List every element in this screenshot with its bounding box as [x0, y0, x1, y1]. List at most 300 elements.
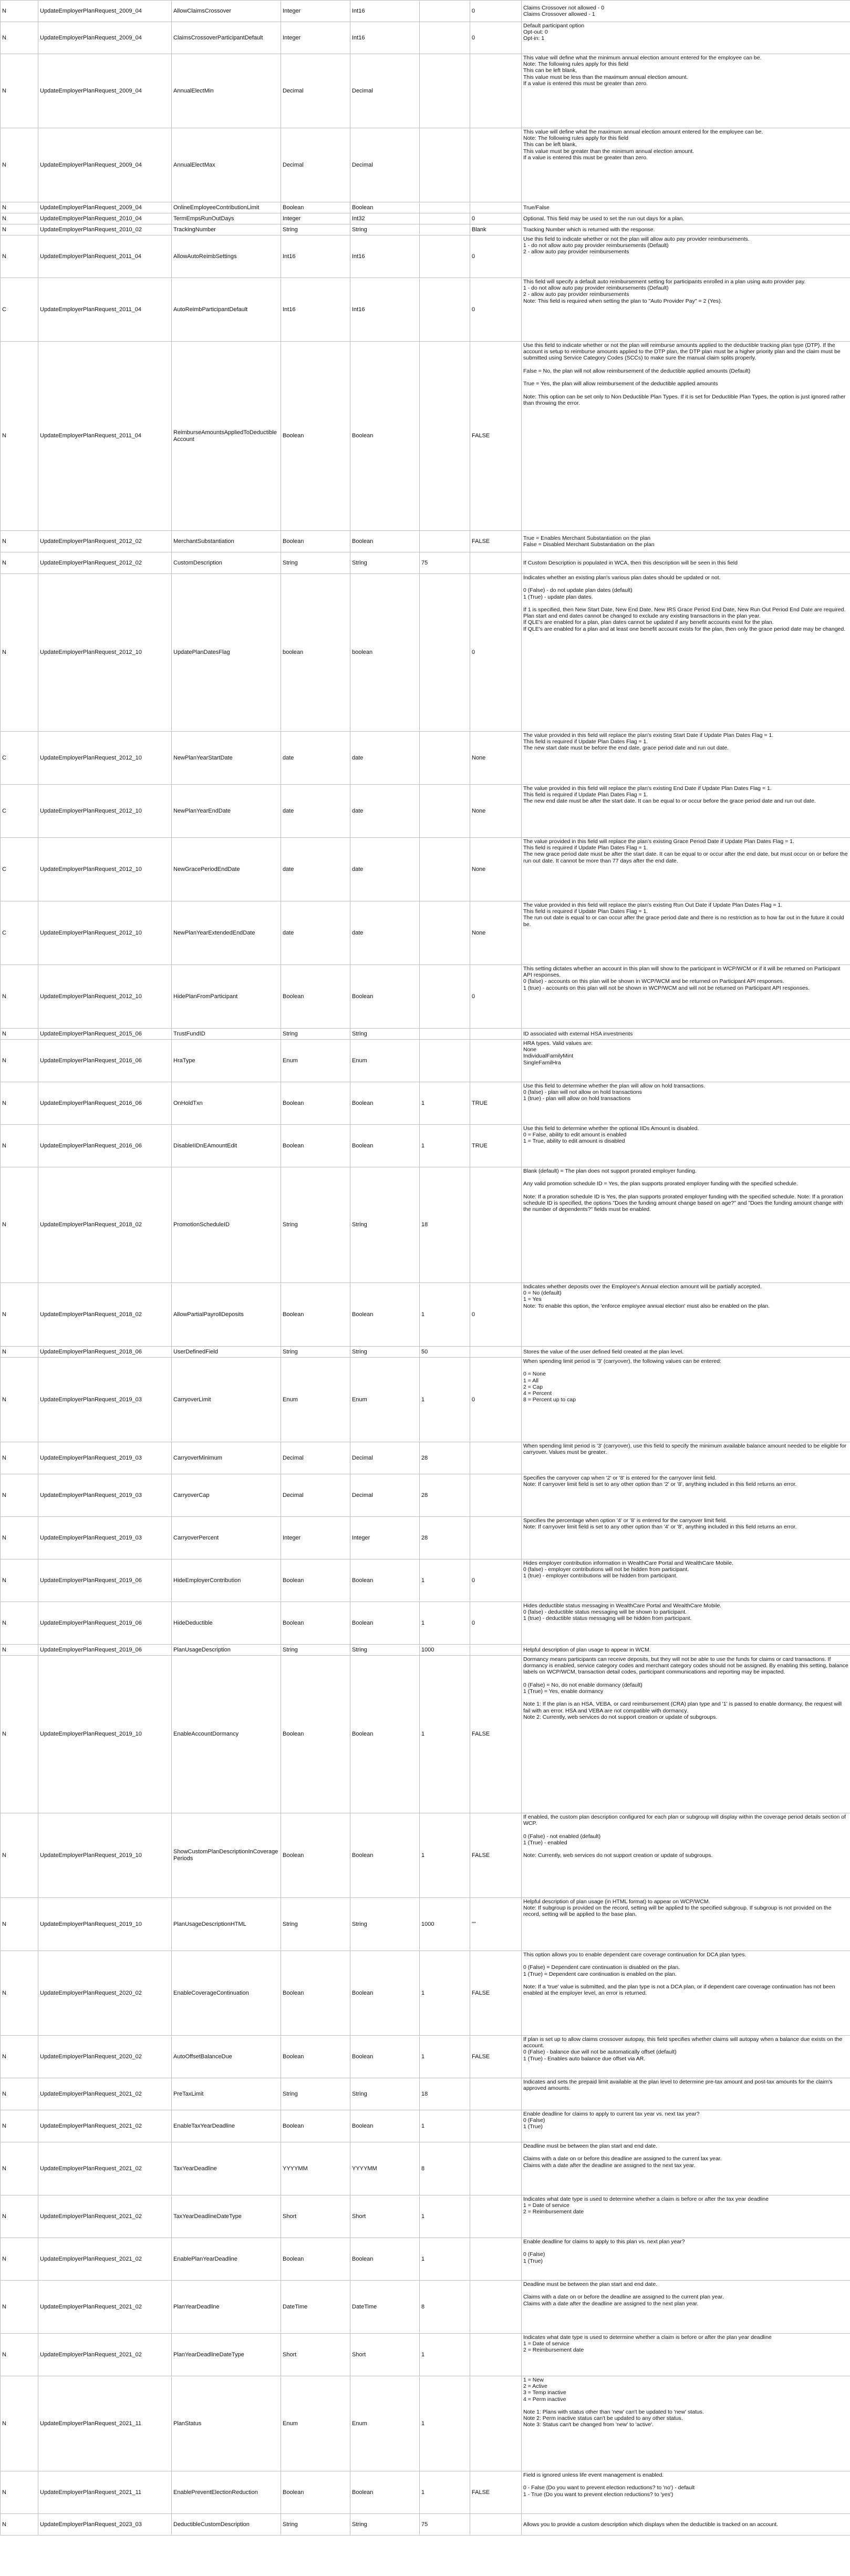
length-cell	[420, 278, 470, 342]
default-cell	[470, 2514, 522, 2536]
field-name-cell: TrustFundID	[172, 1029, 281, 1040]
default-cell: None	[470, 785, 522, 838]
default-cell	[470, 2238, 522, 2281]
table-row	[1, 2036, 850, 2078]
default-cell	[470, 2110, 522, 2142]
field-name-cell: PlanStatus	[172, 2376, 281, 2471]
length-cell: 1	[420, 2195, 470, 2238]
length-cell: 1	[420, 2238, 470, 2281]
default-cell: None	[470, 901, 522, 965]
version-cell: UpdateEmployerPlanRequest_2019_10	[38, 1898, 172, 1951]
default-cell: 0	[470, 1559, 522, 1602]
default-cell: 0	[470, 22, 522, 54]
table-row	[1, 2471, 850, 2514]
length-cell: 1	[420, 1813, 470, 1898]
required-cell: N	[1, 2281, 38, 2334]
table-row	[1, 552, 850, 574]
field-name-cell: TermEmpsRunOutDays	[172, 213, 281, 224]
length-cell: 1	[420, 1602, 470, 1645]
field-name-cell: HraType	[172, 1040, 281, 1082]
default-cell	[470, 552, 522, 574]
version-cell: UpdateEmployerPlanRequest_2019_06	[38, 1602, 172, 1645]
length-cell	[420, 901, 470, 965]
required-cell: N	[1, 224, 38, 235]
field-name-cell: TrackingNumber	[172, 224, 281, 235]
xml-type-cell: Boolean	[350, 1559, 420, 1602]
description-cell: HRA types. Valid values are: None IndividualFamilyMint SingleFamilHra	[522, 1040, 850, 1082]
xml-type-cell: String	[350, 552, 420, 574]
version-cell: UpdateEmployerPlanRequest_2011_04	[38, 278, 172, 342]
required-cell: N	[1, 1517, 38, 1559]
table-row	[1, 531, 850, 552]
length-cell	[420, 235, 470, 278]
field-name-cell: NewPlanYearExtendedEndDate	[172, 901, 281, 965]
field-name-cell: TaxYearDeadlineDateType	[172, 2195, 281, 2238]
required-cell: N	[1, 1347, 38, 1358]
description-cell: Specifies the carryover cap when '2' or '8' is entered for the carryover limit field. Note: If carryover limit field is set to any other option than '2' or '8', anything included in this field returns an error.	[522, 1474, 850, 1517]
description-cell: Hides deductible status messaging in WealthCare Portal and WealthCare Mobile. 0 (false) - deductible status messaging will be shown to participant. 1 (true) - deductible status messaging will be hidden from participant.	[522, 1602, 850, 1645]
default-cell	[470, 1517, 522, 1559]
length-cell: 1	[420, 1559, 470, 1602]
description-cell: Indicates whether an existing plan's various plan dates should be updated or not. 0 (False) - do not update plan dates (default) 1 (True) - update plan dates. If 1 is specified, then New Start Date, New End Date, New IRS Grace Period End Date, New Run Out Period End Date are required. Plan start and end dates cannot be changed to exclude any existing transactions in the plan year. If QLE's are enabled for a plan, plan dates cannot be updated if any benefit accounts exist for the plan. If QLE's are enabled for a plan and at least one benefit account exists for the plan, then only the grace period date may be changed.	[522, 574, 850, 732]
table-row	[1, 1951, 850, 2036]
description-cell: Indicates and sets the prepaid limit available at the plan level to determine pre-tax amount and post-tax amounts for the claim's approved amounts.	[522, 2078, 850, 2110]
required-cell: N	[1, 2376, 38, 2471]
version-cell: UpdateEmployerPlanRequest_2009_04	[38, 128, 172, 202]
version-cell: UpdateEmployerPlanRequest_2021_02	[38, 2238, 172, 2281]
description-cell: Enable deadline for claims to apply to this plan vs. next plan year? 0 (False) 1 (True)	[522, 2238, 850, 2281]
required-cell: N	[1, 1898, 38, 1951]
default-cell: TRUE	[470, 1125, 522, 1167]
field-name-cell: PreTaxLimit	[172, 2078, 281, 2110]
default-cell	[470, 202, 522, 213]
default-cell: 0	[470, 965, 522, 1029]
version-cell: UpdateEmployerPlanRequest_2011_04	[38, 342, 172, 531]
table-row	[1, 54, 850, 128]
table-row	[1, 1559, 850, 1602]
csharp-type-cell: Boolean	[281, 2036, 350, 2078]
required-cell: N	[1, 1082, 38, 1125]
length-cell	[420, 128, 470, 202]
xml-type-cell: date	[350, 838, 420, 901]
default-cell: FALSE	[470, 1656, 522, 1813]
csharp-type-cell: Boolean	[281, 202, 350, 213]
length-cell: 50	[420, 1347, 470, 1358]
length-cell	[420, 732, 470, 785]
default-cell: ""	[470, 1898, 522, 1951]
version-cell: UpdateEmployerPlanRequest_2019_03	[38, 1358, 172, 1442]
default-cell: FALSE	[470, 2036, 522, 2078]
required-cell: N	[1, 1559, 38, 1602]
version-cell: UpdateEmployerPlanRequest_2020_02	[38, 1951, 172, 2036]
length-cell: 28	[420, 1517, 470, 1559]
csharp-type-cell: boolean	[281, 574, 350, 732]
field-name-cell: CustomDescription	[172, 552, 281, 574]
field-name-cell: EnablePreventElectionReduction	[172, 2471, 281, 2514]
xml-type-cell: Short	[350, 2195, 420, 2238]
csharp-type-cell: date	[281, 901, 350, 965]
default-cell: 0	[470, 574, 522, 732]
csharp-type-cell: DateTime	[281, 2281, 350, 2334]
default-cell	[470, 2376, 522, 2471]
field-name-cell: HideEmployerContribution	[172, 1559, 281, 1602]
xml-type-cell: Boolean	[350, 1125, 420, 1167]
description-cell: Use this field to determine whether the optional IIDs Amount is disabled. 0 = False, ability to edit amount is enabled 1 = True, ability to edit amount is disabled	[522, 1125, 850, 1167]
table-row	[1, 1898, 850, 1951]
version-cell: UpdateEmployerPlanRequest_2021_02	[38, 2078, 172, 2110]
table-row	[1, 224, 850, 235]
table-row	[1, 2142, 850, 2195]
required-cell: N	[1, 2036, 38, 2078]
version-cell: UpdateEmployerPlanRequest_2012_02	[38, 531, 172, 552]
version-cell: UpdateEmployerPlanRequest_2019_10	[38, 1656, 172, 1813]
csharp-type-cell: Boolean	[281, 1951, 350, 2036]
description-cell: This value will define what the minimum annual election amount entered for the employee can be. Note: The following rules apply for this field This can be left blank, This value must be less than the maximum annual election amount. If a value is entered this must be greater than zero.	[522, 54, 850, 128]
required-cell: N	[1, 2110, 38, 2142]
description-cell: Claims Crossover not allowed - 0 Claims Crossover allowed - 1	[522, 1, 850, 22]
xml-type-cell: Int16	[350, 278, 420, 342]
required-cell: N	[1, 1167, 38, 1283]
default-cell	[470, 2334, 522, 2376]
description-cell: Helpful description of plan usage (in HTML format) to appear on WCP/WCM. Note: If subgroup is provided on the record, setting will be applied to the specified subgroup. If subgroup is not provided on the record, setting will be applied to the base plan.	[522, 1898, 850, 1951]
length-cell	[420, 965, 470, 1029]
field-name-cell: EnableTaxYearDeadline	[172, 2110, 281, 2142]
description-cell: The value provided in this field will replace the plan's existing Grace Period Date if Update Plan Dates Flag = 1. This field is required if Update Plan Dates Flag = 1. The new grace period date must be after the start date. It can be equal to or occur after the end date, but must occur on or before the run out date. It cannot be more than 77 days after the end date.	[522, 838, 850, 901]
field-name-cell: AllowAutoReimbSettings	[172, 235, 281, 278]
description-cell: Allows you to provide a custom description which displays when the deductible is tracked on an account.	[522, 2514, 850, 2536]
length-cell	[420, 838, 470, 901]
length-cell: 75	[420, 552, 470, 574]
field-name-cell: AllowClaimsCrossover	[172, 1, 281, 22]
csharp-type-cell: String	[281, 1029, 350, 1040]
csharp-type-cell: Boolean	[281, 1125, 350, 1167]
required-cell: N	[1, 2334, 38, 2376]
description-cell: This setting dictates whether an account in this plan will show to the participant in WCP/WCM or if it will be returned on Participant API responses. 0 (false) - accounts on this plan will be shown in WCP/WCM and be returned on Participant API responses. 1 (true) - accounts on this plan will not be shown in WCP/WCM and will not be returned on Participant API responses.	[522, 965, 850, 1029]
field-name-cell: UserDefinedField	[172, 1347, 281, 1358]
length-cell: 8	[420, 2281, 470, 2334]
description-cell: Stores the value of the user defined field created at the plan level.	[522, 1347, 850, 1358]
xml-type-cell: Boolean	[350, 531, 420, 552]
version-cell: UpdateEmployerPlanRequest_2021_11	[38, 2471, 172, 2514]
description-cell: Enable deadline for claims to apply to current tax year vs. next tax year? 0 (False) 1 (True)	[522, 2110, 850, 2142]
version-cell: UpdateEmployerPlanRequest_2019_06	[38, 1559, 172, 1602]
description-cell: The value provided in this field will replace the plan's existing Run Out Date if Update Plan Dates Flag = 1. This field is required if Update Plan Dates Flag = 1. The run out date is equal to or can occur after the grace period date and there is no restriction as to how far out in the future it could be.	[522, 901, 850, 965]
table-row	[1, 1442, 850, 1474]
default-cell	[470, 2195, 522, 2238]
description-cell: Field is ignored unless life event management is enabled. 0 - False (Do you want to prevent election reductions? to 'no') - default 1 - True (Do you want to prevent election reductions? to 'yes')	[522, 2471, 850, 2514]
version-cell: UpdateEmployerPlanRequest_2021_02	[38, 2195, 172, 2238]
table-row	[1, 574, 850, 732]
default-cell	[470, 1167, 522, 1283]
version-cell: UpdateEmployerPlanRequest_2010_02	[38, 224, 172, 235]
length-cell: 1	[420, 2471, 470, 2514]
required-cell: N	[1, 2471, 38, 2514]
version-cell: UpdateEmployerPlanRequest_2012_10	[38, 785, 172, 838]
table-row	[1, 2238, 850, 2281]
required-cell: C	[1, 838, 38, 901]
required-cell: N	[1, 213, 38, 224]
table-row	[1, 2195, 850, 2238]
table-row	[1, 785, 850, 838]
table-row	[1, 202, 850, 213]
description-cell: Helpful description of plan usage to appear in WCM.	[522, 1645, 850, 1656]
table-row	[1, 1517, 850, 1559]
default-cell: FALSE	[470, 1951, 522, 2036]
csharp-type-cell: Decimal	[281, 54, 350, 128]
length-cell	[420, 54, 470, 128]
default-cell: FALSE	[470, 2471, 522, 2514]
table-row	[1, 1358, 850, 1442]
required-cell: N	[1, 2514, 38, 2536]
csharp-type-cell: Integer	[281, 1517, 350, 1559]
version-cell: UpdateEmployerPlanRequest_2011_04	[38, 235, 172, 278]
length-cell: 1	[420, 1358, 470, 1442]
csharp-type-cell: Boolean	[281, 965, 350, 1029]
default-cell	[470, 1347, 522, 1358]
xml-type-cell: String	[350, 2514, 420, 2536]
xml-type-cell: String	[350, 1347, 420, 1358]
csharp-type-cell: String	[281, 2078, 350, 2110]
length-cell: 1	[420, 2376, 470, 2471]
length-cell: 1000	[420, 1645, 470, 1656]
field-name-cell: AnnualElectMax	[172, 128, 281, 202]
length-cell	[420, 224, 470, 235]
default-cell	[470, 54, 522, 128]
xml-type-cell: Boolean	[350, 965, 420, 1029]
csharp-type-cell: Boolean	[281, 1656, 350, 1813]
xml-type-cell: String	[350, 2078, 420, 2110]
csharp-type-cell: String	[281, 1347, 350, 1358]
description-cell: Use this field to indicate whether or not the plan will reimburse amounts applied to the deductible tracking plan type (DTP). If the account is setup to reimburse amounts applied to the DTP plan, the DTP plan must be a higher priority plan and the claim must be submitted using Service Category Codes (SCCs) to make sure the manual claim splits properly. False = No, the plan will not allow reimbursement of the deductible applied amounts (Default) True = Yes, the plan will allow reimbursement of the deductible applied amounts Note: This option can be set only to Non Deductible Plan Types. If it is set for Deductible Plan Types, the option is just ignored rather than throwing the error.	[522, 342, 850, 531]
required-cell: N	[1, 531, 38, 552]
default-cell: 0	[470, 1283, 522, 1347]
csharp-type-cell: String	[281, 1167, 350, 1283]
required-cell: N	[1, 1040, 38, 1082]
xml-type-cell: Boolean	[350, 2471, 420, 2514]
table-row	[1, 2334, 850, 2376]
table-row	[1, 1656, 850, 1813]
table-row	[1, 342, 850, 531]
version-cell: UpdateEmployerPlanRequest_2012_10	[38, 574, 172, 732]
version-cell: UpdateEmployerPlanRequest_2019_03	[38, 1442, 172, 1474]
version-cell: UpdateEmployerPlanRequest_2009_04	[38, 202, 172, 213]
csharp-type-cell: Decimal	[281, 128, 350, 202]
version-cell: UpdateEmployerPlanRequest_2015_06	[38, 1029, 172, 1040]
csharp-type-cell: Boolean	[281, 1813, 350, 1898]
version-cell: UpdateEmployerPlanRequest_2021_02	[38, 2142, 172, 2195]
required-cell: N	[1, 2195, 38, 2238]
version-cell: UpdateEmployerPlanRequest_2012_10	[38, 838, 172, 901]
csharp-type-cell: Boolean	[281, 1602, 350, 1645]
description-cell: Indicates what date type is used to determine whether a claim is before or after the plan year deadline 1 = Date of service 2 = Reimbursement date	[522, 2334, 850, 2376]
version-cell: UpdateEmployerPlanRequest_2012_10	[38, 965, 172, 1029]
version-cell: UpdateEmployerPlanRequest_2016_06	[38, 1125, 172, 1167]
length-cell	[420, 1040, 470, 1082]
csharp-type-cell: Boolean	[281, 1559, 350, 1602]
description-cell: Use this field to determine whether the plan will allow on hold transactions. 0 (false) - plan will not allow on hold transactions 1 (true) - plan will allow on hold transactions	[522, 1082, 850, 1125]
field-name-cell: AutoReimbParticipantDefault	[172, 278, 281, 342]
csharp-type-cell: String	[281, 1898, 350, 1951]
length-cell: 1	[420, 1082, 470, 1125]
description-cell: Use this field to indicate whether or not the plan will allow auto pay provider reimbursements. 1 - do not allow auto pay provider reimbursements (Default) 2 - allow auto pay provider reimbursements	[522, 235, 850, 278]
field-name-cell: MerchantSubstantiation	[172, 531, 281, 552]
required-cell: N	[1, 574, 38, 732]
required-cell: N	[1, 1656, 38, 1813]
description-cell: Deadline must be between the plan start and end date. Claims with a date on or before the deadline are assigned to the current plan year. Claims with a date after the deadline are assigned to the next plan year.	[522, 2281, 850, 2334]
version-cell: UpdateEmployerPlanRequest_2009_04	[38, 1, 172, 22]
description-cell: Deadline must be between the plan start and end date. Claims with a date on or before this deadline are assigned to the current tax year. Claims with a date after the deadline are assigned to the next tax year.	[522, 2142, 850, 2195]
length-cell: 1	[420, 2334, 470, 2376]
table-row	[1, 213, 850, 224]
table-row	[1, 1, 850, 22]
required-cell: N	[1, 1442, 38, 1474]
xml-type-cell: date	[350, 785, 420, 838]
default-cell	[470, 128, 522, 202]
table-row	[1, 1474, 850, 1517]
field-name-cell: PromotionScheduleID	[172, 1167, 281, 1283]
xml-type-cell: Boolean	[350, 1813, 420, 1898]
table-row	[1, 1082, 850, 1125]
default-cell: TRUE	[470, 1082, 522, 1125]
xml-type-cell: Decimal	[350, 1474, 420, 1517]
default-cell	[470, 1442, 522, 1474]
default-cell: 0	[470, 1358, 522, 1442]
version-cell: UpdateEmployerPlanRequest_2016_06	[38, 1040, 172, 1082]
length-cell	[420, 213, 470, 224]
csharp-type-cell: String	[281, 2514, 350, 2536]
length-cell: 1000	[420, 1898, 470, 1951]
description-cell: Hides employer contribution information in WealthCare Portal and WealthCare Mobile. 0 (false) - employer contributions will not be hidden from participant. 1 (true) - employer contributions will be hidden from participant.	[522, 1559, 850, 1602]
field-name-cell: DisableIIDnEAmountEdit	[172, 1125, 281, 1167]
field-name-cell: EnablePlanYearDeadline	[172, 2238, 281, 2281]
default-cell: 0	[470, 1, 522, 22]
table-row	[1, 732, 850, 785]
required-cell: N	[1, 552, 38, 574]
version-cell: UpdateEmployerPlanRequest_2012_10	[38, 901, 172, 965]
description-cell: Indicates what date type is used to determine whether a claim is before or after the tax year deadline 1 = Date of service 2 = Reimbursement date	[522, 2195, 850, 2238]
csharp-type-cell: Enum	[281, 1040, 350, 1082]
version-cell: UpdateEmployerPlanRequest_2019_03	[38, 1474, 172, 1517]
xml-type-cell: date	[350, 901, 420, 965]
table-row	[1, 22, 850, 54]
csharp-type-cell: Boolean	[281, 2471, 350, 2514]
table-row	[1, 1602, 850, 1645]
csharp-type-cell: Short	[281, 2334, 350, 2376]
description-cell: 1 = New 2 = Active 3 = Temp inactive 4 = Perm inactive Note 1: Plans with status other than 'new' can't be updated to 'new' status. Note 2: Perm inactive status can't be updated to any other status. Note 3: Status can't be changed from 'new' to 'active'.	[522, 2376, 850, 2471]
required-cell: N	[1, 54, 38, 128]
default-cell	[470, 2078, 522, 2110]
xml-type-cell: String	[350, 224, 420, 235]
length-cell: 28	[420, 1442, 470, 1474]
xml-type-cell: Boolean	[350, 1951, 420, 2036]
field-name-cell: CarryoverMinimum	[172, 1442, 281, 1474]
xml-type-cell: Short	[350, 2334, 420, 2376]
required-cell: N	[1, 1029, 38, 1040]
csharp-type-cell: Integer	[281, 1, 350, 22]
default-cell: Blank	[470, 224, 522, 235]
table-row	[1, 2110, 850, 2142]
field-name-cell: ShowCustomPlanDescriptionInCoveragePeriods	[172, 1813, 281, 1898]
version-cell: UpdateEmployerPlanRequest_2021_02	[38, 2334, 172, 2376]
length-cell: 18	[420, 1167, 470, 1283]
csharp-type-cell: Short	[281, 2195, 350, 2238]
field-name-cell: TaxYearDeadline	[172, 2142, 281, 2195]
field-name-cell: AnnualElectMin	[172, 54, 281, 128]
default-cell: FALSE	[470, 342, 522, 531]
field-name-cell: OnHoldTxn	[172, 1082, 281, 1125]
required-cell: N	[1, 342, 38, 531]
required-cell: N	[1, 1951, 38, 2036]
version-cell: UpdateEmployerPlanRequest_2012_02	[38, 552, 172, 574]
xml-type-cell: Int16	[350, 1, 420, 22]
csharp-type-cell: Boolean	[281, 2110, 350, 2142]
default-cell	[470, 1029, 522, 1040]
version-cell: UpdateEmployerPlanRequest_2019_03	[38, 1517, 172, 1559]
field-name-cell: AllowPartialPayrollDeposits	[172, 1283, 281, 1347]
version-cell: UpdateEmployerPlanRequest_2019_10	[38, 1813, 172, 1898]
version-cell: UpdateEmployerPlanRequest_2010_04	[38, 213, 172, 224]
csharp-type-cell: YYYYMM	[281, 2142, 350, 2195]
field-name-cell: EnableCoverageContinuation	[172, 1951, 281, 2036]
xml-type-cell: Boolean	[350, 1602, 420, 1645]
required-cell: N	[1, 1602, 38, 1645]
table-row	[1, 1040, 850, 1082]
description-cell: If plan is set up to allow claims crossover autopay, this field specifies whether claims will autopay when a balance due exists on the account. 0 (False) - balance due will not be automatically offset (default) 1 (True) - Enables auto balance due offset via AR.	[522, 2036, 850, 2078]
description-cell: This field will specify a default auto reimbursement setting for participants enrolled in a plan using auto provider pay. 1 - do not allow auto pay provider reimbursements (Default) 2 - allow auto pay provider reimbursements Note: This field is required when setting the plan to "Auto Provider Pay" = 2 (Yes).	[522, 278, 850, 342]
required-cell: N	[1, 1125, 38, 1167]
default-cell	[470, 1040, 522, 1082]
description-cell: When spending limit period is '3' (carryover), use this field to specify the minimum available balance amount needed to be eligible for carryover. Values must be greater.	[522, 1442, 850, 1474]
table-row	[1, 838, 850, 901]
xml-type-cell: Boolean	[350, 2110, 420, 2142]
description-cell: This option allows you to enable dependent care coverage continuation for DCA plan types. 0 (False) = Dependent care continuation is disabled on the plan. 1 (True) = Dependent care continuation is enabled on the plan. Note: If a 'true' value is submitted, and the plan type is not a DCA plan, or if dependent care coverage continuation has not been enabled at the employer level, an error is returned.	[522, 1951, 850, 2036]
field-name-cell: HidePlanFromParticipant	[172, 965, 281, 1029]
xml-type-cell: YYYYMM	[350, 2142, 420, 2195]
length-cell: 75	[420, 2514, 470, 2536]
required-cell: N	[1, 1358, 38, 1442]
csharp-type-cell: Enum	[281, 2376, 350, 2471]
required-cell: N	[1, 2078, 38, 2110]
field-name-cell: OnlineEmployeeContributionLimit	[172, 202, 281, 213]
xml-type-cell: String	[350, 1645, 420, 1656]
required-cell: N	[1, 2142, 38, 2195]
field-name-cell: CarryoverPercent	[172, 1517, 281, 1559]
xml-type-cell: Boolean	[350, 2238, 420, 2281]
xml-type-cell: Boolean	[350, 202, 420, 213]
length-cell: 8	[420, 2142, 470, 2195]
description-cell: Specifies the percentage when option '4' or '8' is entered for the carryover limit field. Note: If carryover limit field is set to any other option than '4' or '8', anything included in this field returns an error.	[522, 1517, 850, 1559]
xml-type-cell: Enum	[350, 1358, 420, 1442]
field-name-cell: AutoOffsetBalanceDue	[172, 2036, 281, 2078]
table-row	[1, 1645, 850, 1656]
description-cell: Indicates whether deposits over the Employee's Annual election amount will be partially accepted. 0 = No (default) 1 = Yes Note: To enable this option, the 'enforce employee annual election' must also be enabled on the plan.	[522, 1283, 850, 1347]
length-cell	[420, 531, 470, 552]
csharp-type-cell: Boolean	[281, 2238, 350, 2281]
description-cell: The value provided in this field will replace the plan's existing End Date if Update Plan Dates Flag = 1. This field is required if Update Plan Dates Flag = 1. The new end date must be after the start date. It can be equal to or occur before the grace period date and run out date.	[522, 785, 850, 838]
table-row	[1, 2376, 850, 2471]
csharp-type-cell: date	[281, 838, 350, 901]
field-name-cell: DeductibleCustomDescription	[172, 2514, 281, 2536]
required-cell: N	[1, 2238, 38, 2281]
default-cell: None	[470, 732, 522, 785]
xml-type-cell: Boolean	[350, 1656, 420, 1813]
xml-type-cell: Enum	[350, 2376, 420, 2471]
default-cell	[470, 2281, 522, 2334]
field-name-cell: ClaimsCrossoverParticipantDefault	[172, 22, 281, 54]
version-cell: UpdateEmployerPlanRequest_2012_10	[38, 732, 172, 785]
table-row	[1, 1283, 850, 1347]
length-cell	[420, 574, 470, 732]
